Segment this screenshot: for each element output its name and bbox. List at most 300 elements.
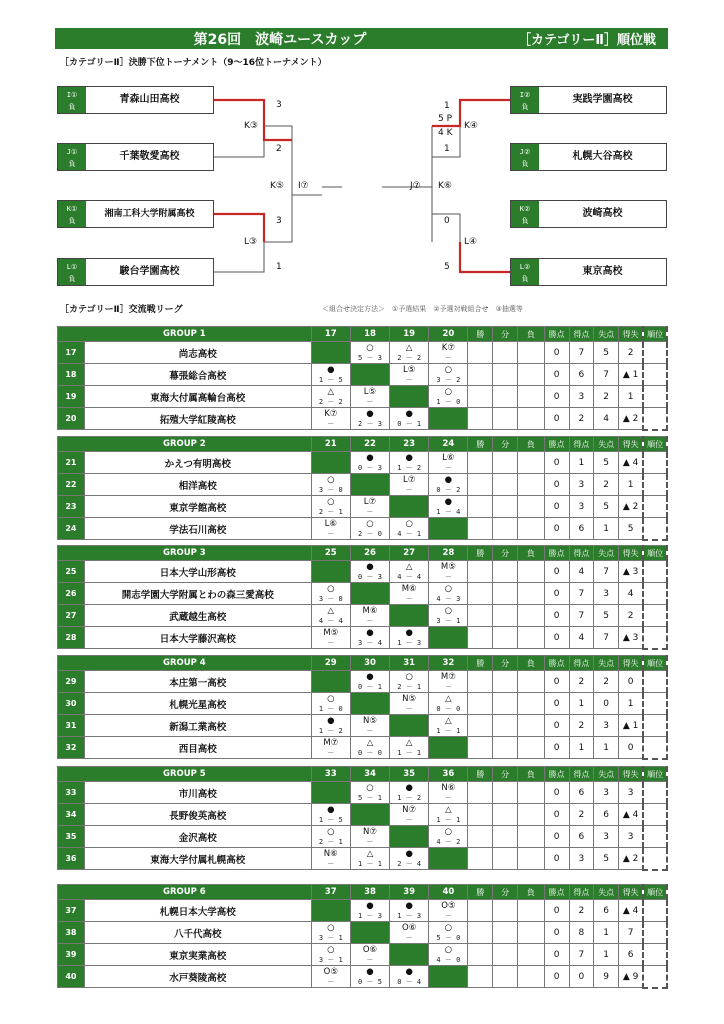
match-result-cell xyxy=(429,715,468,737)
stat-value: 7 xyxy=(569,944,594,966)
result-mark: ● xyxy=(366,453,374,463)
stat-header: 勝点 xyxy=(544,767,569,782)
stat-header: 順位 xyxy=(643,656,667,671)
stat-value xyxy=(468,848,493,870)
stat-value: 0 xyxy=(544,826,569,848)
group-title: GROUP 5 xyxy=(58,767,312,782)
stat-value xyxy=(468,782,493,804)
team-number: 19 xyxy=(58,386,85,408)
group-header-row xyxy=(58,437,668,452)
stat-value xyxy=(643,452,667,474)
match-result-cell xyxy=(390,408,429,430)
opponent-number: 39 xyxy=(390,885,429,900)
result-score: 3 － 4 xyxy=(358,639,382,647)
stat-value xyxy=(643,848,667,870)
opponent-number: 29 xyxy=(311,656,350,671)
group-header-row xyxy=(58,656,668,671)
self-match-cell xyxy=(429,627,468,649)
match-result-cell xyxy=(350,496,389,518)
stat-value: 6 xyxy=(619,944,644,966)
team-row xyxy=(58,561,668,583)
seed-label: K② 負 xyxy=(511,201,539,227)
stat-value xyxy=(468,944,493,966)
stat-value xyxy=(493,474,518,496)
result-score: 4 － 2 xyxy=(436,838,461,846)
result-score: － xyxy=(327,420,335,428)
opponent-number: 23 xyxy=(390,437,429,452)
stat-value: 7 xyxy=(569,342,594,364)
team-number: 29 xyxy=(58,671,85,693)
stat-value: ▲ 1 xyxy=(619,364,644,386)
stat-header: 分 xyxy=(493,327,518,342)
stat-value xyxy=(643,474,667,496)
stat-header: 順位 xyxy=(643,767,667,782)
team-name: 駿台学園高校 xyxy=(119,266,180,277)
stat-value xyxy=(643,496,667,518)
bracket-team-right xyxy=(510,143,667,171)
stat-value: 3 xyxy=(619,782,644,804)
match-result-cell xyxy=(429,693,468,715)
stat-value: ▲ 2 xyxy=(619,408,644,430)
team-row xyxy=(58,364,668,386)
stat-value xyxy=(493,364,518,386)
stat-value: 5 xyxy=(594,452,619,474)
stat-value: ▲ 2 xyxy=(619,848,644,870)
result-mark: △ xyxy=(445,716,452,726)
match-result-cell xyxy=(311,496,350,518)
bracket-score: 5 P xyxy=(438,114,453,124)
stat-value: 0 xyxy=(544,342,569,364)
stat-value xyxy=(643,944,667,966)
result-score: 1 － 3 xyxy=(397,639,422,647)
stat-value xyxy=(643,518,667,540)
result-mark: ● xyxy=(366,901,374,911)
result-score: 0 － 4 xyxy=(397,978,422,986)
stat-value: 1 xyxy=(619,693,644,715)
stat-value: 0 xyxy=(619,671,644,693)
stat-header: 得点 xyxy=(569,656,594,671)
team-row xyxy=(58,782,668,804)
stat-value xyxy=(643,671,667,693)
result-mark: △ xyxy=(327,606,335,616)
team-name: 本庄第一高校 xyxy=(84,671,311,693)
stat-value xyxy=(643,693,667,715)
match-result-cell xyxy=(350,342,389,364)
group-table xyxy=(57,884,668,989)
result-score: 0 － 3 xyxy=(358,464,382,472)
result-score: － xyxy=(405,595,413,603)
stat-value xyxy=(517,518,544,540)
match-result-cell xyxy=(390,922,429,944)
stat-header: 勝 xyxy=(468,327,493,342)
match-result-cell xyxy=(350,737,389,759)
result-score: 2 － 1 xyxy=(318,508,343,516)
stat-value xyxy=(517,966,544,988)
stat-value: 4 xyxy=(569,561,594,583)
stat-header: 勝 xyxy=(468,546,493,561)
result-score: － xyxy=(327,749,335,757)
stat-value: 6 xyxy=(594,804,619,826)
match-result-cell xyxy=(350,408,389,430)
stat-value: ▲ 4 xyxy=(619,900,644,922)
match-result-cell xyxy=(350,848,389,870)
match-result-cell xyxy=(350,452,389,474)
bracket-score: 1 xyxy=(276,262,282,272)
stat-value: 4 xyxy=(569,627,594,649)
stat-value: 7 xyxy=(569,605,594,627)
result-mark: ○ xyxy=(444,923,453,933)
stat-value: 0 xyxy=(544,518,569,540)
stat-value: 2 xyxy=(569,671,594,693)
result-score: － xyxy=(366,398,374,406)
result-mark: ● xyxy=(327,716,335,726)
opponent-number: 36 xyxy=(429,767,468,782)
match-result-cell xyxy=(350,944,389,966)
stat-value: 5 xyxy=(619,518,644,540)
result-mark: N⑦ xyxy=(402,805,417,815)
team-row xyxy=(58,496,668,518)
self-match-cell xyxy=(429,848,468,870)
stat-value: 1 xyxy=(569,693,594,715)
stat-value: 0 xyxy=(544,966,569,988)
stat-value: 2 xyxy=(619,342,644,364)
result-mark: O⑥ xyxy=(362,945,378,955)
match-result-cell xyxy=(390,966,429,988)
result-mark: L⑦ xyxy=(363,497,377,507)
result-mark: △ xyxy=(366,849,374,859)
result-mark: L⑤ xyxy=(363,387,377,397)
match-result-cell xyxy=(311,804,350,826)
team-row xyxy=(58,408,668,430)
team-name: 学法石川高校 xyxy=(84,518,311,540)
stat-value xyxy=(643,737,667,759)
result-score: 1 － 1 xyxy=(436,727,461,735)
bracket-score: 1 xyxy=(444,144,450,154)
team-row xyxy=(58,900,668,922)
stat-value xyxy=(493,518,518,540)
stat-value xyxy=(493,561,518,583)
group-table xyxy=(57,545,668,650)
result-mark: ● xyxy=(405,409,413,419)
stat-value: 2 xyxy=(594,474,619,496)
result-mark: ● xyxy=(366,562,374,572)
result-mark: ○ xyxy=(444,387,453,397)
stat-value: 3 xyxy=(569,848,594,870)
result-mark: K⑦ xyxy=(441,343,455,353)
stat-value xyxy=(493,583,518,605)
group-header-row xyxy=(58,767,668,782)
stat-value: 0 xyxy=(544,408,569,430)
result-score: － xyxy=(405,705,413,713)
team-row xyxy=(58,627,668,649)
result-score: － xyxy=(444,794,452,802)
team-row xyxy=(58,671,668,693)
stat-header: 順位 xyxy=(643,327,667,342)
stat-value xyxy=(517,693,544,715)
stat-value: 0 xyxy=(544,693,569,715)
stat-value: 0 xyxy=(544,386,569,408)
result-score: 3 － 1 xyxy=(436,617,461,625)
stat-value xyxy=(493,627,518,649)
stat-value xyxy=(468,693,493,715)
team-name: 尚志高校 xyxy=(84,342,311,364)
result-score: 2 － 1 xyxy=(318,838,343,846)
stat-header: 得点 xyxy=(569,767,594,782)
stat-value: 6 xyxy=(569,826,594,848)
stat-value xyxy=(643,408,667,430)
stat-value xyxy=(517,342,544,364)
stat-header: 失点 xyxy=(594,437,619,452)
result-score: 5 － 0 xyxy=(436,934,461,942)
stat-value xyxy=(517,671,544,693)
match-result-cell xyxy=(350,627,389,649)
match-result-cell xyxy=(390,804,429,826)
result-score: 3 － 0 xyxy=(318,486,343,494)
result-score: 4 － 4 xyxy=(318,617,343,625)
stat-value xyxy=(493,408,518,430)
opponent-number: 30 xyxy=(350,656,389,671)
stat-value xyxy=(517,922,544,944)
match-result-cell xyxy=(350,966,389,988)
stat-value: 0 xyxy=(544,848,569,870)
result-mark: ○ xyxy=(327,923,335,933)
result-score: 2 － 3 xyxy=(358,420,382,428)
result-score: 1 － 5 xyxy=(318,376,343,384)
result-mark: N⑥ xyxy=(323,849,338,859)
stat-value xyxy=(468,966,493,988)
self-match-cell xyxy=(311,671,350,693)
team-number: 20 xyxy=(58,408,85,430)
result-score: － xyxy=(405,816,413,824)
result-score: 1 － 0 xyxy=(436,398,461,406)
stat-value xyxy=(468,496,493,518)
team-row xyxy=(58,693,668,715)
result-score: 4 － 3 xyxy=(436,595,461,603)
self-match-cell xyxy=(350,804,389,826)
stat-header: 勝 xyxy=(468,656,493,671)
bracket-score: 3 xyxy=(276,100,282,110)
team-number: 31 xyxy=(58,715,85,737)
match-result-cell xyxy=(429,583,468,605)
team-name: 開志学園大学附属とわの森三愛高校 xyxy=(84,583,311,605)
result-mark: M⑤ xyxy=(440,562,456,572)
match-result-cell xyxy=(429,474,468,496)
stat-header: 順位 xyxy=(643,437,667,452)
stat-value xyxy=(468,826,493,848)
stat-value: 1 xyxy=(594,737,619,759)
stat-value xyxy=(493,386,518,408)
match-label: L④ xyxy=(464,237,478,247)
match-label: I⑦ xyxy=(298,181,309,191)
stat-header: 負 xyxy=(517,656,544,671)
self-match-cell xyxy=(311,561,350,583)
match-result-cell xyxy=(390,583,429,605)
team-number: 33 xyxy=(58,782,85,804)
stat-value: 1 xyxy=(569,737,594,759)
team-name: 東京実業高校 xyxy=(84,944,311,966)
match-result-cell xyxy=(350,782,389,804)
stat-value: 0 xyxy=(544,452,569,474)
team-row xyxy=(58,848,668,870)
stat-value xyxy=(643,561,667,583)
match-result-cell xyxy=(429,671,468,693)
team-name: 金沢高校 xyxy=(84,826,311,848)
stat-header: 勝点 xyxy=(544,656,569,671)
match-result-cell xyxy=(390,452,429,474)
result-score: 0 － 1 xyxy=(397,420,422,428)
stat-value: 7 xyxy=(619,922,644,944)
opponent-number: 34 xyxy=(350,767,389,782)
match-result-cell xyxy=(390,671,429,693)
stat-header: 失点 xyxy=(594,546,619,561)
stat-value xyxy=(468,518,493,540)
stat-header: 勝点 xyxy=(544,546,569,561)
stat-value: 2 xyxy=(569,715,594,737)
stat-value xyxy=(468,605,493,627)
match-result-cell xyxy=(311,386,350,408)
group-title: GROUP 2 xyxy=(58,437,312,452)
stat-header: 得失 xyxy=(619,767,644,782)
result-mark: M⑦ xyxy=(440,672,456,682)
stat-header: 負 xyxy=(517,327,544,342)
result-mark: O⑤ xyxy=(441,901,456,911)
stat-value xyxy=(468,386,493,408)
result-mark: ○ xyxy=(366,783,374,793)
stat-header: 得点 xyxy=(569,437,594,452)
result-score: 0 － 0 xyxy=(358,749,382,757)
result-score: － xyxy=(366,508,374,516)
team-row xyxy=(58,922,668,944)
stat-value xyxy=(643,826,667,848)
group-title: GROUP 3 xyxy=(58,546,312,561)
team-name: 水戸葵陵高校 xyxy=(84,966,311,988)
stat-value: 1 xyxy=(594,922,619,944)
self-match-cell xyxy=(311,900,350,922)
stat-value: 3 xyxy=(569,474,594,496)
team-name: 拓殖大学紅陵高校 xyxy=(84,408,311,430)
self-match-cell xyxy=(390,605,429,627)
seed-label: L① 負 xyxy=(58,259,86,285)
result-mark: M⑥ xyxy=(362,606,378,616)
stat-header: 得失 xyxy=(619,885,644,900)
stat-header: 得点 xyxy=(569,885,594,900)
bracket-score: 0 xyxy=(444,216,450,226)
result-mark: M⑥ xyxy=(401,584,417,594)
result-mark: ● xyxy=(405,783,413,793)
stat-value xyxy=(517,848,544,870)
stat-value: 0 xyxy=(544,782,569,804)
stat-header: 得失 xyxy=(619,327,644,342)
seed-label: J① 負 xyxy=(58,144,86,170)
seed-label: I② 負 xyxy=(511,87,539,113)
stat-value xyxy=(643,386,667,408)
match-result-cell xyxy=(429,364,468,386)
result-score: 0 － 1 xyxy=(358,683,382,691)
result-mark: △ xyxy=(405,562,413,572)
self-match-cell xyxy=(429,518,468,540)
opponent-number: 17 xyxy=(311,327,350,342)
result-mark: ○ xyxy=(327,827,335,837)
result-score: 2 － 2 xyxy=(318,398,343,406)
opponent-number: 38 xyxy=(350,885,389,900)
match-result-cell xyxy=(390,342,429,364)
self-match-cell xyxy=(429,966,468,988)
stat-value xyxy=(643,627,667,649)
result-mark: ● xyxy=(405,849,413,859)
stat-value: 5 xyxy=(594,605,619,627)
team-number: 22 xyxy=(58,474,85,496)
stat-value xyxy=(643,804,667,826)
stat-value xyxy=(468,561,493,583)
stat-value xyxy=(493,804,518,826)
match-result-cell xyxy=(429,782,468,804)
self-match-cell xyxy=(390,826,429,848)
stat-value xyxy=(643,966,667,988)
result-score: 1 － 3 xyxy=(358,912,382,920)
team-name: 武蔵越生高校 xyxy=(84,605,311,627)
stat-value: 1 xyxy=(569,452,594,474)
result-score: 1 － 0 xyxy=(318,705,343,713)
match-result-cell xyxy=(311,605,350,627)
stat-value: 2 xyxy=(594,671,619,693)
stat-value xyxy=(517,452,544,474)
team-row xyxy=(58,737,668,759)
stat-value xyxy=(517,944,544,966)
stat-value xyxy=(517,804,544,826)
match-result-cell xyxy=(429,922,468,944)
match-result-cell xyxy=(311,922,350,944)
result-score: 5 － 3 xyxy=(358,354,382,362)
match-result-cell xyxy=(429,452,468,474)
bracket-team-left xyxy=(57,143,214,171)
result-mark: ○ xyxy=(327,497,335,507)
match-label: K⑤ xyxy=(270,181,284,191)
result-mark: ○ xyxy=(327,694,335,704)
team-row xyxy=(58,804,668,826)
stat-header: 失点 xyxy=(594,327,619,342)
self-match-cell xyxy=(311,452,350,474)
match-result-cell xyxy=(390,900,429,922)
stat-value xyxy=(493,966,518,988)
team-name: 八千代高校 xyxy=(84,922,311,944)
team-number: 36 xyxy=(58,848,85,870)
stat-value: ▲ 3 xyxy=(619,561,644,583)
opponent-number: 32 xyxy=(429,656,468,671)
stat-value xyxy=(493,452,518,474)
result-mark: ○ xyxy=(444,945,453,955)
stat-header: 得点 xyxy=(569,546,594,561)
result-mark: M⑤ xyxy=(323,628,339,638)
result-score: 0 － 3 xyxy=(358,573,382,581)
result-mark: ○ xyxy=(366,343,374,353)
team-row xyxy=(58,605,668,627)
result-score: － xyxy=(327,530,335,538)
self-match-cell xyxy=(350,693,389,715)
result-score: － xyxy=(366,727,374,735)
seed-label: J② 負 xyxy=(511,144,539,170)
stat-value xyxy=(517,561,544,583)
team-name: 長野俊英高校 xyxy=(84,804,311,826)
team-number: 25 xyxy=(58,561,85,583)
stat-header: 得失 xyxy=(619,546,644,561)
opponent-number: 25 xyxy=(311,546,350,561)
stat-value: ▲ 9 xyxy=(619,966,644,988)
stat-value: 4 xyxy=(594,408,619,430)
team-name: 実践学園高校 xyxy=(572,94,633,105)
result-score: － xyxy=(444,354,452,362)
match-result-cell xyxy=(350,826,389,848)
team-name: 西目高校 xyxy=(84,737,311,759)
